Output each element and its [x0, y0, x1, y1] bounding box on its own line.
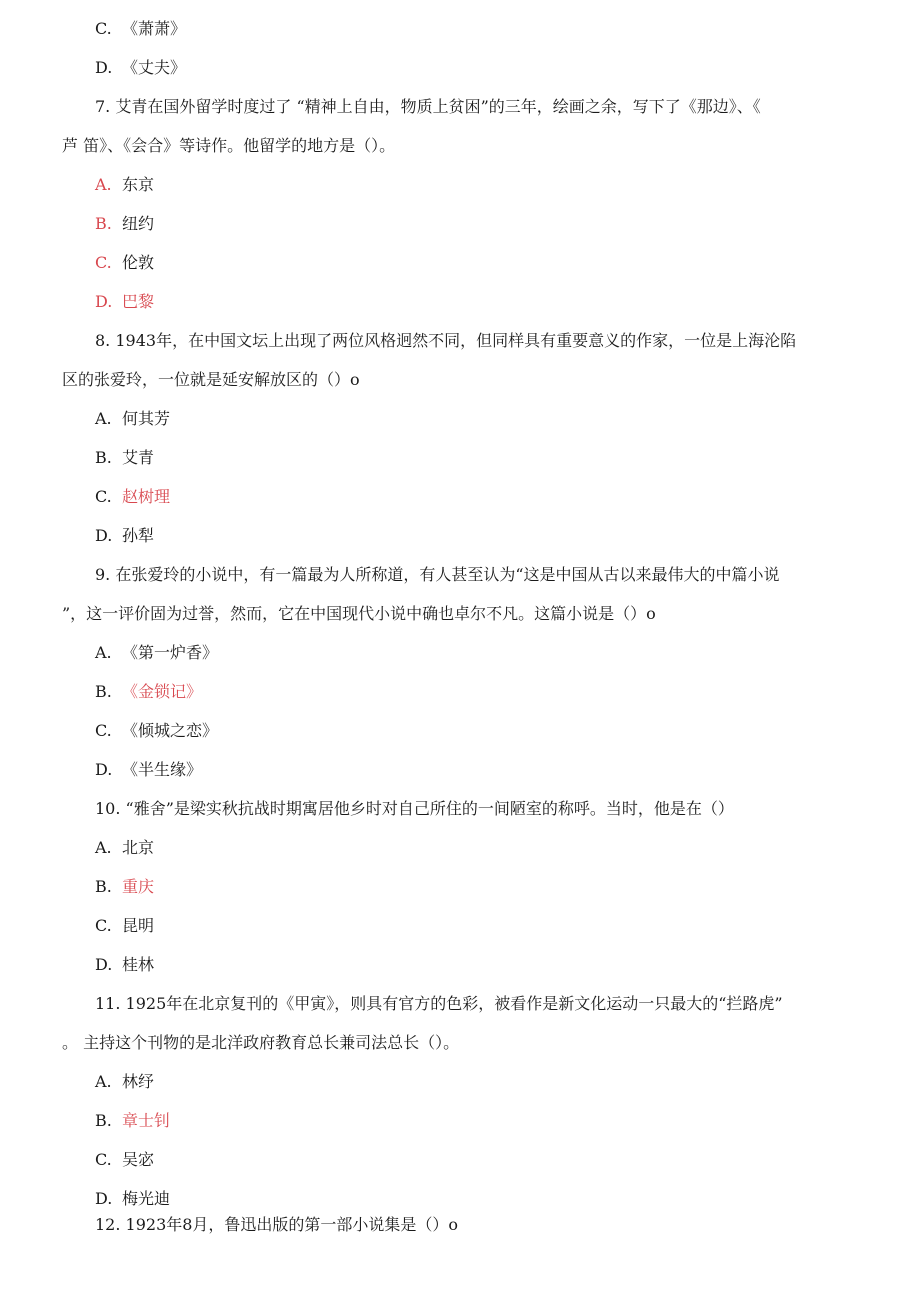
option-line: [95, 213, 154, 235]
question-9: 9. 在张爱玲的小说中，有一篇最为人所称道，有人甚至认为“这是中国从古以来最伟大的中篇小说: [95, 565, 780, 584]
option-text-answer: 章士钊: [122, 1111, 171, 1130]
option-line-answer: [95, 1110, 170, 1132]
option-label: B.: [95, 448, 112, 467]
option-line: [95, 1188, 170, 1210]
option-line: [95, 642, 218, 664]
option-text-answer: 赵树理: [122, 487, 171, 506]
option-text: 东京: [122, 175, 155, 194]
option-text: 林纾: [122, 1072, 155, 1091]
option-label: D.: [95, 1189, 113, 1208]
option-line: [95, 252, 154, 274]
option-text: 北京: [122, 838, 155, 857]
option-label: D.: [95, 292, 113, 311]
option-text: 《倾城之恋》: [122, 721, 219, 740]
option-line: [95, 57, 186, 79]
option-line: [95, 447, 154, 469]
question-11: 11. 1925年在北京复刊的《甲寅》，则具有官方的色彩，被看作是新文化运动一只最大的“拦路虎”: [95, 994, 783, 1013]
option-line-answer: [95, 291, 154, 313]
option-label: D.: [95, 955, 113, 974]
option-text: 伦敦: [122, 253, 155, 272]
option-text: 《萧萧》: [122, 19, 187, 38]
option-line: [95, 759, 202, 781]
option-label: C.: [95, 19, 112, 38]
option-text: 梅光迪: [122, 1189, 171, 1208]
option-line: [95, 1071, 154, 1093]
question-8-continued: 区的张爱玲，一位就是延安解放区的（）o: [62, 370, 360, 389]
option-line-answer: [95, 681, 202, 703]
option-line: [95, 174, 154, 196]
option-text: 《第一炉香》: [122, 643, 219, 662]
option-text-answer: 《金锁记》: [122, 682, 203, 701]
option-text: 吴宓: [122, 1150, 155, 1169]
option-text-answer: 重庆: [122, 877, 155, 896]
question-11-continued: 。 主持这个刊物的是北洋政府教育总长兼司法总长（）。: [62, 1033, 460, 1052]
question-7: 7. 艾青在国外留学时度过了 “精神上自由，物质上贫困”的三年，绘画之余，写下了《那边》、《: [95, 97, 761, 116]
option-text-answer: 巴黎: [122, 292, 155, 311]
question-12: 12. 1923年8月，鲁迅出版的第一部小说集是（）o: [95, 1215, 459, 1234]
option-label: A.: [95, 175, 112, 194]
option-label: A.: [95, 838, 112, 857]
question-10: 10. “雅舍”是梁实秋抗战时期寓居他乡时对自己所住的一间陋室的称呼。当时，他是在（）: [95, 799, 734, 818]
option-label: C.: [95, 1150, 112, 1169]
option-label: C.: [95, 721, 112, 740]
option-label: B.: [95, 877, 112, 896]
option-line: [95, 837, 154, 859]
option-line: [95, 18, 186, 40]
option-text: 纽约: [122, 214, 155, 233]
question-8: 8. 1943年，在中国文坛上出现了两位风格迥然不同，但同样具有重要意义的作家，一位是上海沦陷: [95, 331, 797, 350]
option-text: 艾青: [122, 448, 155, 467]
option-text: 何其芳: [122, 409, 171, 428]
option-line: [95, 525, 154, 547]
option-text: 孙犁: [122, 526, 155, 545]
option-label: C.: [95, 253, 112, 272]
option-label: D.: [95, 760, 113, 779]
option-line: [95, 954, 154, 976]
option-label: B.: [95, 1111, 112, 1130]
option-line: [95, 720, 218, 742]
option-label: C.: [95, 487, 112, 506]
option-label: D.: [95, 58, 113, 77]
option-label: D.: [95, 526, 113, 545]
question-9-continued: ”，这一评价固为过誉，然而，它在中国现代小说中确也卓尔不凡。这篇小说是（）o: [62, 604, 656, 623]
option-line: [95, 1149, 154, 1171]
question-7-continued: 芦 笛》、《会合》等诗作。他留学的地方是（）。: [62, 136, 396, 155]
option-line-answer: [95, 876, 154, 898]
option-label: B.: [95, 682, 112, 701]
option-label: C.: [95, 916, 112, 935]
option-label: A.: [95, 409, 112, 428]
option-line: [95, 408, 170, 430]
option-label: A.: [95, 643, 112, 662]
option-text: 《半生缘》: [122, 760, 203, 779]
option-label: B.: [95, 214, 112, 233]
option-text: 昆明: [122, 916, 155, 935]
option-line: [95, 915, 154, 937]
option-line-answer: [95, 486, 170, 508]
option-text: 桂林: [122, 955, 155, 974]
option-label: A.: [95, 1072, 112, 1091]
option-text: 《丈夫》: [122, 58, 187, 77]
